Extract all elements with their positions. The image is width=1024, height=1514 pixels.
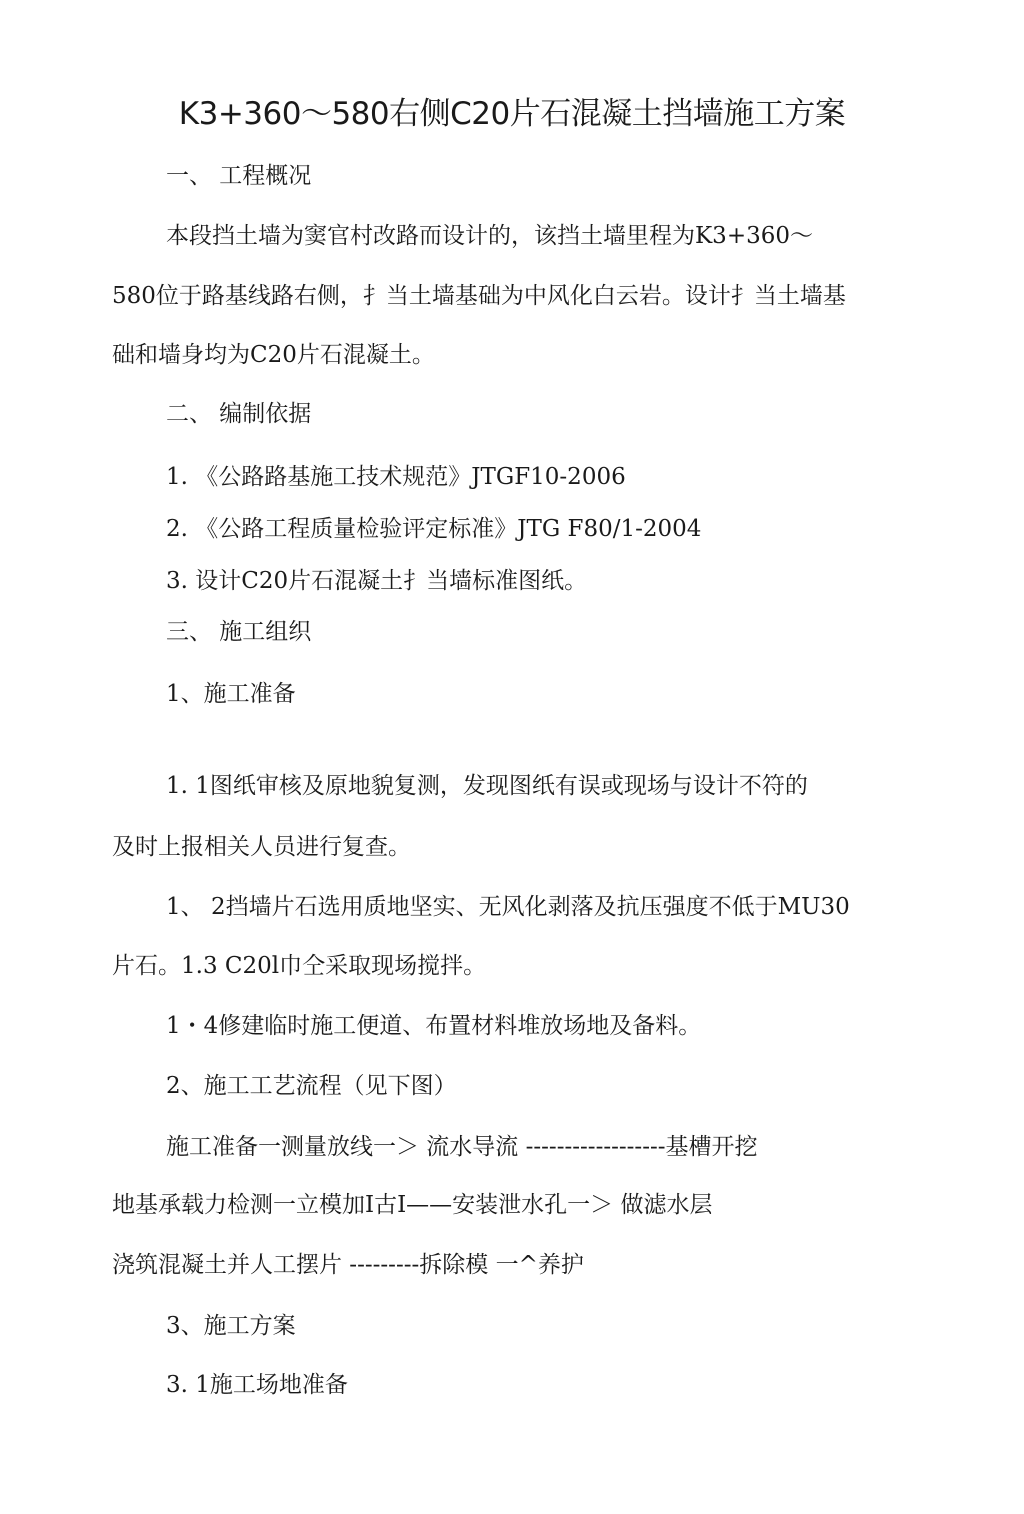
subsection-heading: 1、施工准备 <box>166 681 296 707</box>
subsection-heading: 2、施工工艺流程（见下图） <box>166 1073 457 1099</box>
subsection-heading: 3. 1施工场地准备 <box>166 1372 348 1398</box>
basis-item: 3. 设计C20片石混凝土扌当墙标准图纸。 <box>166 568 588 594</box>
paragraph-line: 580位于路基线路右侧，扌当土墙基础为中风化白云岩。设计扌当土墙基 <box>112 283 846 309</box>
basis-item: 1. 《公路路基施工技术规范》JTGF10-2006 <box>166 464 626 490</box>
paragraph-line: 1・4修建临时施工便道、布置材料堆放场地及备料。 <box>166 1013 702 1039</box>
document-title: K3+360～580右侧C20片石混凝土挡墙施工方案 <box>178 96 846 132</box>
paragraph-line: 1. 1图纸审核及原地貌复测，发现图纸有误或现场与设计不符的 <box>166 773 808 799</box>
section-heading-organization: 三、 施工组织 <box>166 619 312 645</box>
section-heading-overview: 一、 工程概况 <box>166 163 312 189</box>
paragraph-line: 本段挡土墙为窦官村改路而设计的，该挡土墙里程为K3+360～ <box>166 223 813 249</box>
section-heading-basis: 二、 编制依据 <box>166 401 312 427</box>
subsection-heading: 3、施工方案 <box>166 1313 296 1339</box>
basis-item: 2. 《公路工程质量检验评定标准》JTG F80/1-2004 <box>166 516 702 542</box>
paragraph-line: 础和墙身均为C20片石混凝土。 <box>112 342 435 368</box>
process-flow-line: 浇筑混凝土并人工摆片 ---------拆除模 一^养护 <box>112 1252 584 1278</box>
paragraph-line: 1、 2挡墙片石选用质地坚实、无风化剥落及抗压强度不低于MU30 <box>166 894 850 920</box>
process-flow-line: 施工准备一测量放线一＞ 流水导流 ------------------基槽开挖 <box>166 1134 758 1160</box>
paragraph-line: 片石。1.3 C20l巾仝采取现场搅拌。 <box>112 953 487 979</box>
paragraph-line: 及时上报相关人员进行复查。 <box>112 834 411 860</box>
process-flow-line: 地基承载力检测一立模加I古I——安装泄水孔一＞ 做滤水层 <box>112 1192 713 1218</box>
